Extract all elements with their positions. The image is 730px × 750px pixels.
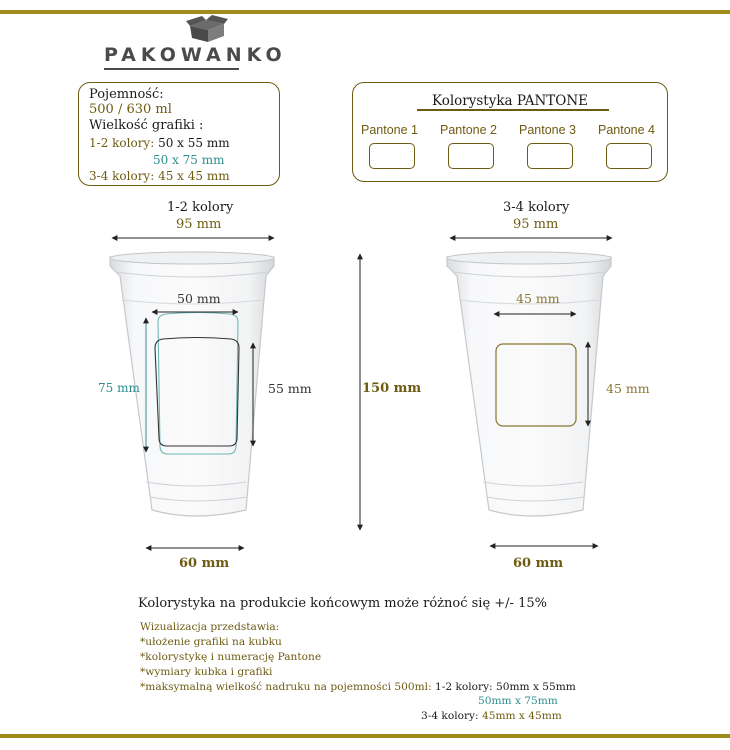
graphic-size-label: Wielkość grafiki :	[89, 118, 204, 133]
pantone-3-label: Pantone 3	[519, 123, 576, 137]
pantone-2-label: Pantone 2	[440, 123, 497, 137]
notes-line-4-text: *maksymalną wielkość nadruku na pojemności 500ml:	[140, 681, 432, 693]
notes-line-6-value: 45mm x 45mm	[481, 710, 562, 722]
visualization-notes	[140, 620, 576, 695]
capacity-label: Pojemność:	[89, 87, 164, 102]
notes-line-4-value: 50mm x 55mm	[496, 681, 576, 693]
notes-line-3: *wymiary kubka i grafiki	[140, 666, 273, 678]
right-bottom-width-label: 60 mm	[513, 556, 564, 571]
color-tolerance-note: Kolorystyka na produkcie końcowym może różnoć się +/- 15%	[138, 596, 547, 611]
right-cup-title: 3-4 kolory	[503, 200, 570, 215]
notes-line-2: *kolorystykę i numerację Pantone	[140, 651, 322, 663]
capacity-value: 500 / 630 ml	[89, 102, 172, 117]
right-cup-top-width: 95 mm	[513, 217, 559, 232]
colors12-label: 1-2 kolory:	[89, 136, 155, 150]
pantone-title: Kolorystyka PANTONE	[431, 93, 589, 109]
notes-line-5-value: 50mm x 75mm	[478, 695, 558, 707]
notes-line-6	[421, 710, 562, 722]
notes-line-6-label: 3-4 kolory:	[421, 710, 479, 722]
colors12-alt-value: 50 x 75 mm	[153, 153, 225, 167]
pantone-1-label: Pantone 1	[361, 123, 418, 137]
left-bottom-width-label: 60 mm	[179, 556, 230, 571]
brand-logo-text: PAKOWANKO	[104, 44, 287, 66]
notes-heading: Wizualizacja przedstawia:	[140, 621, 280, 633]
notes-line-4-label: 1-2 kolory:	[435, 681, 493, 693]
notes-line-4	[140, 680, 576, 695]
colors12-value: 50 x 55 mm	[158, 136, 230, 150]
notes-line-1: *ułożenie grafiki na kubku	[140, 636, 282, 648]
left-cup-title: 1-2 kolory	[167, 200, 234, 215]
colors34-value: 45 x 45 mm	[158, 169, 230, 183]
left-cup-top-width: 95 mm	[176, 217, 222, 232]
colors34-label: 3-4 kolory:	[89, 169, 155, 183]
left-print-height-75-label: 75 mm	[98, 381, 140, 395]
left-print-height-55-label: 55 mm	[268, 381, 312, 396]
left-print-width-label: 50 mm	[177, 291, 221, 306]
right-print-height-label: 45 mm	[606, 381, 650, 396]
pantone-4-label: Pantone 4	[598, 123, 655, 137]
cup-height-label: 150 mm	[362, 381, 422, 396]
right-print-width-label: 45 mm	[516, 291, 560, 306]
